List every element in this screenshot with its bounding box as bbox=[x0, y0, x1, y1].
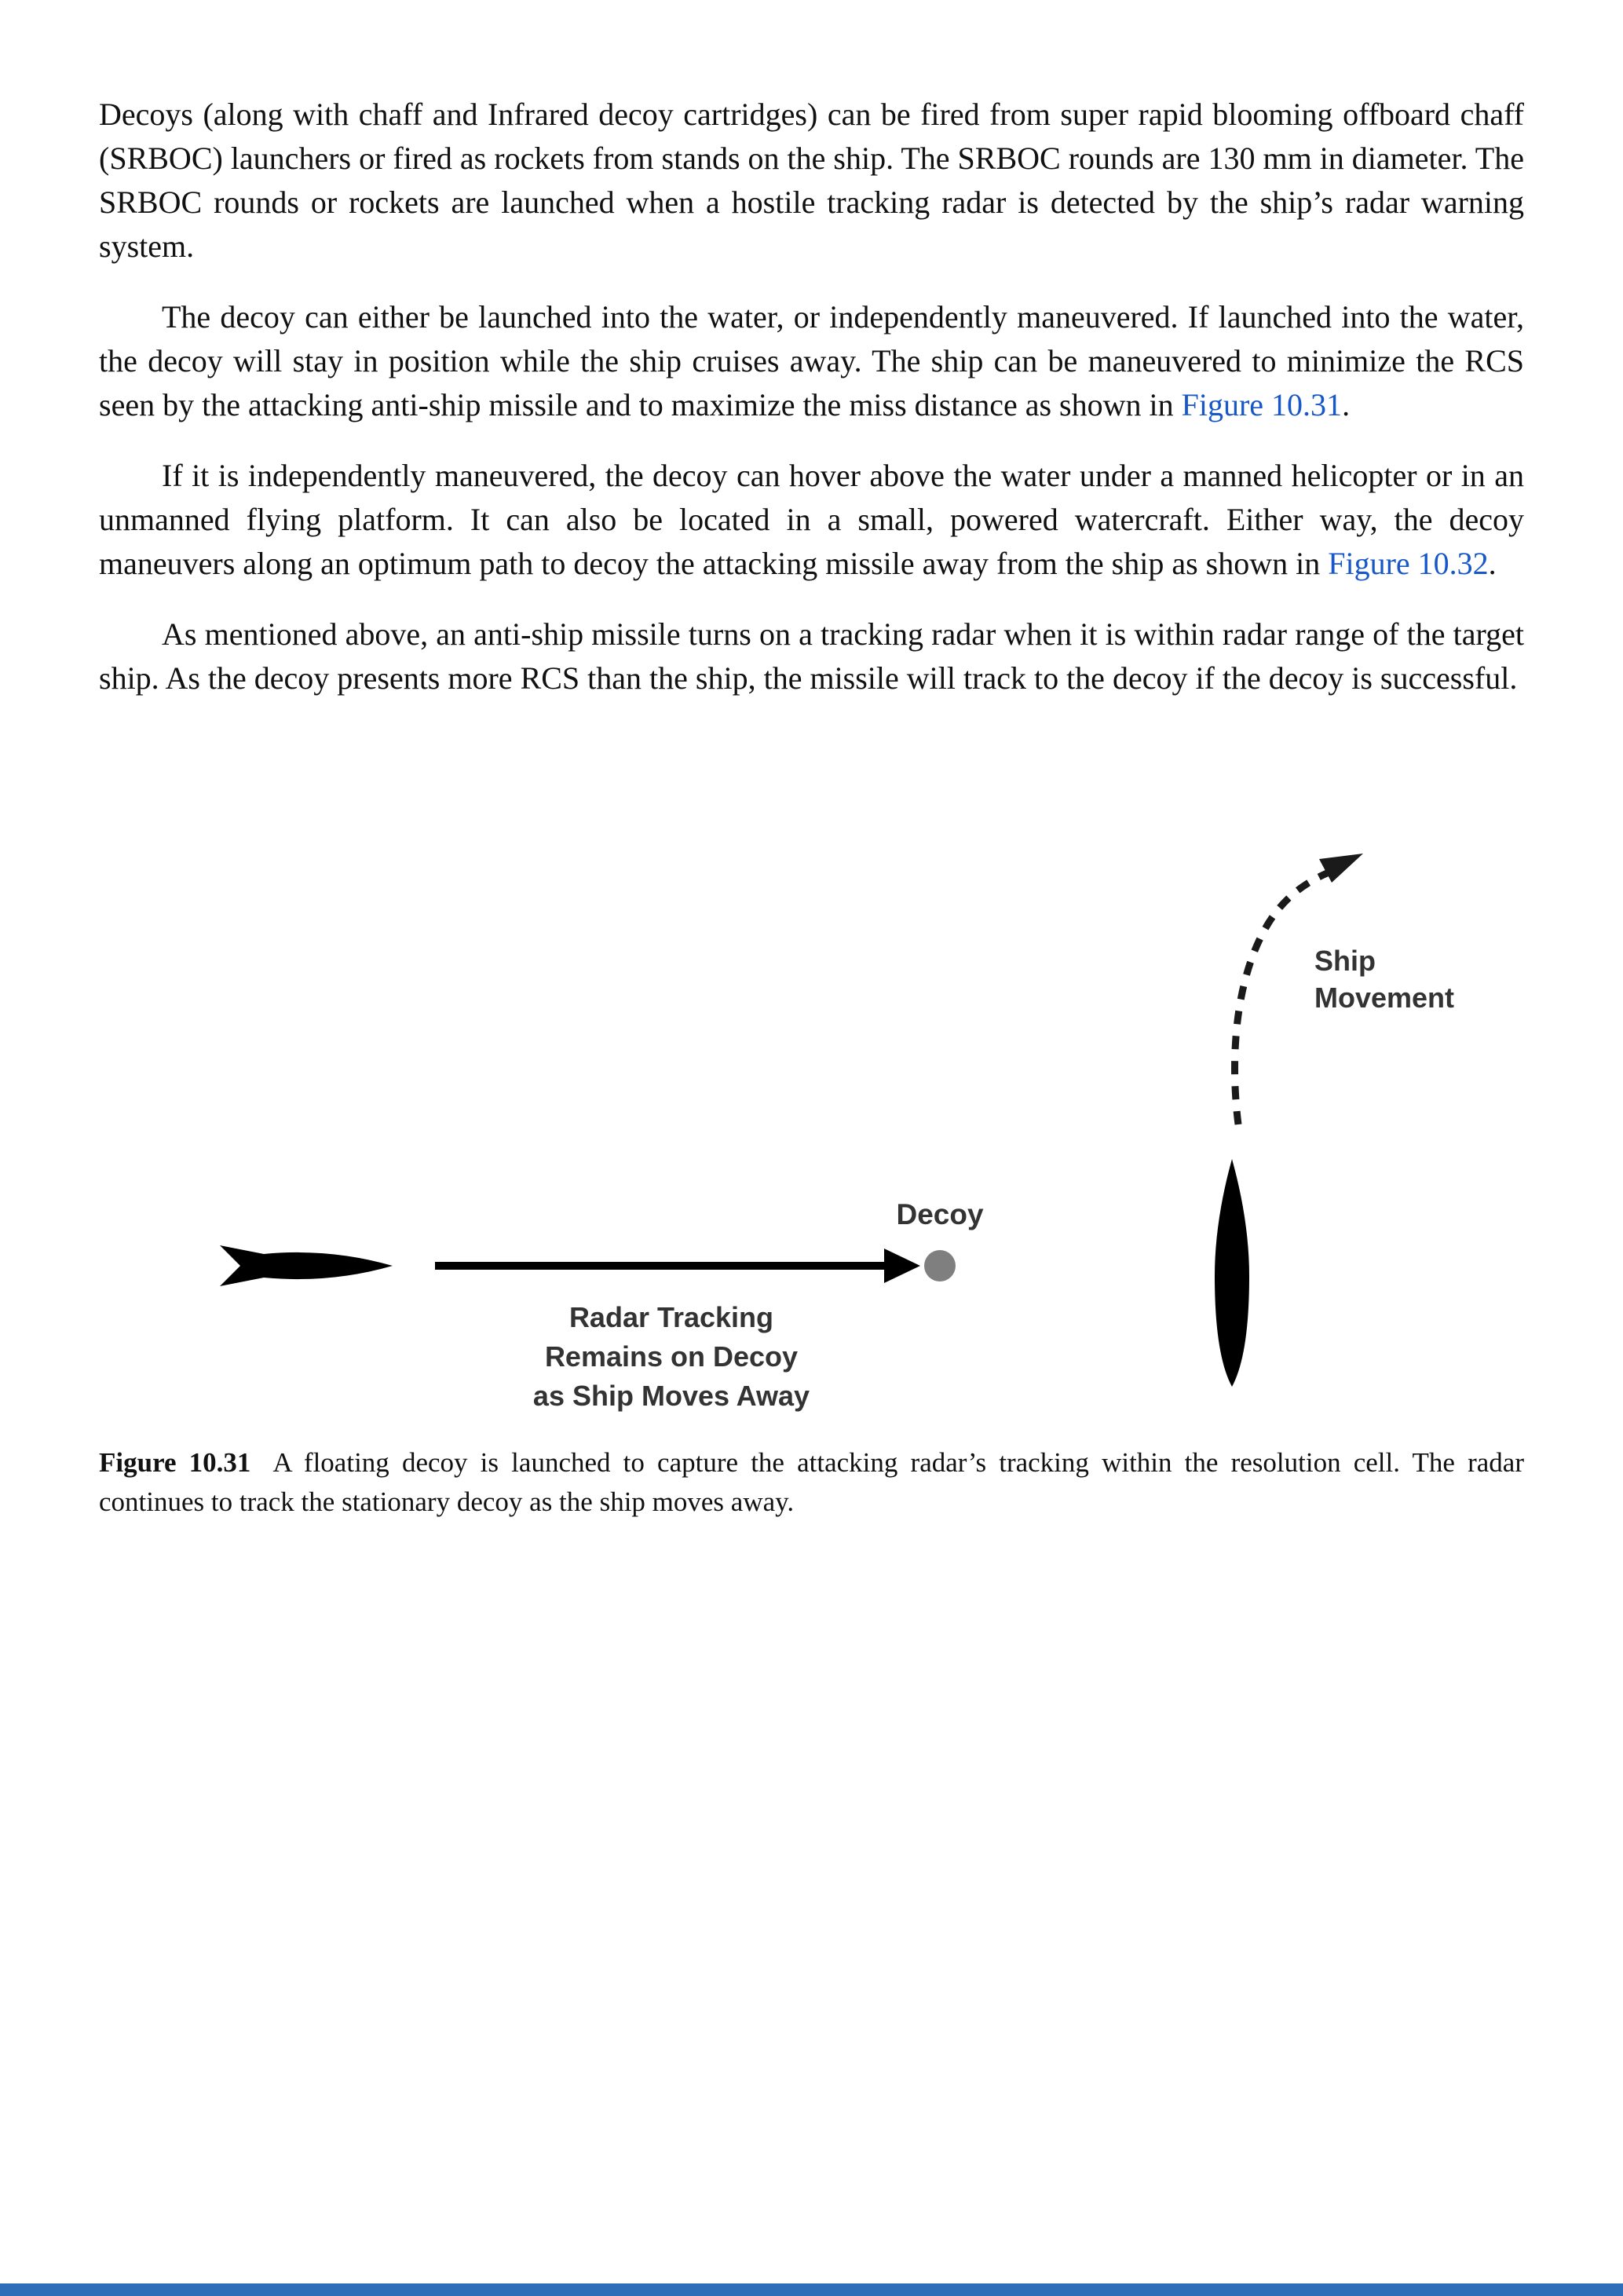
paragraph-2 bbox=[99, 295, 1524, 427]
paragraph-2-text: The decoy can either be launched into the water, or independently maneuvered. If launched into the water, the decoy will stay in position while the ship cruises away. The ship can be maneuvered to minimize the RCS seen by the attacking anti-ship missile and to maximize the miss distance as shown in bbox=[99, 299, 1524, 422]
ship-movement-label-line1: Ship bbox=[1314, 945, 1376, 977]
ship-movement-label-line2: Movement bbox=[1314, 982, 1455, 1014]
radar-tracking-label-line3: as Ship Moves Away bbox=[532, 1380, 810, 1412]
radar-tracking-label-line1: Radar Tracking bbox=[568, 1301, 774, 1333]
figure-caption bbox=[99, 1443, 1524, 1522]
paragraph-3 bbox=[99, 454, 1524, 586]
paragraph-2-text-end: . bbox=[1342, 387, 1351, 422]
ship-movement-arrow-path bbox=[1235, 873, 1327, 1124]
radar-tracking-label-line2: Remains on Decoy bbox=[544, 1340, 799, 1373]
ship-movement-arrowhead bbox=[1319, 854, 1363, 883]
paragraph-4-text: As mentioned above, an anti-ship missile turns on a tracking radar when it is within radar range of the target ship. As the decoy presents more RCS than the ship, the missile will track to the decoy if the decoy is successful. bbox=[99, 616, 1524, 696]
figure-caption-number: Figure 10.31 bbox=[99, 1447, 251, 1478]
paragraph-3-text-end: . bbox=[1488, 546, 1497, 581]
radar-tracking-label bbox=[471, 1298, 872, 1416]
body-text bbox=[99, 93, 1524, 727]
ship-icon bbox=[1215, 1159, 1249, 1387]
missile-icon bbox=[220, 1245, 393, 1286]
radar-tracking-arrowhead bbox=[884, 1249, 920, 1283]
figure-10-32-link[interactable]: Figure 10.32 bbox=[1328, 546, 1489, 581]
decoy-label: Decoy bbox=[896, 1198, 984, 1230]
footer-bar bbox=[0, 2283, 1623, 2296]
decoy-dot bbox=[924, 1250, 956, 1281]
paragraph-1 bbox=[99, 93, 1524, 269]
ship-movement-label bbox=[1314, 942, 1519, 1016]
paragraph-1-text: Decoys (along with chaff and Infrared decoy cartridges) can be fired from super rapid blooming offboard chaff (SRBOC) launchers or fired as rockets from stands on the ship. The SRBOC rounds are 130 mm in diameter. The SRBOC rounds or rockets are launched when a hostile tracking radar is detected by the ship’s radar warning system. bbox=[99, 97, 1524, 264]
figure-10-31-link[interactable]: Figure 10.31 bbox=[1181, 387, 1343, 422]
paragraph-4 bbox=[99, 612, 1524, 700]
paragraph-3-text: If it is independently maneuvered, the decoy can hover above the water under a manned helicopter or in an unmanned flying platform. It can also be located in a small, powered watercraft. Either way, the decoy maneuvers along an optimum path to decoy the attacking missile away from the ship as shown in bbox=[99, 458, 1524, 581]
figure-10-31-diagram bbox=[0, 848, 1623, 1439]
figure-caption-text: A floating decoy is launched to capture the attacking radar’s tracking within the resolution cell. The radar continues to track the stationary decoy as the ship moves away. bbox=[99, 1447, 1524, 1517]
